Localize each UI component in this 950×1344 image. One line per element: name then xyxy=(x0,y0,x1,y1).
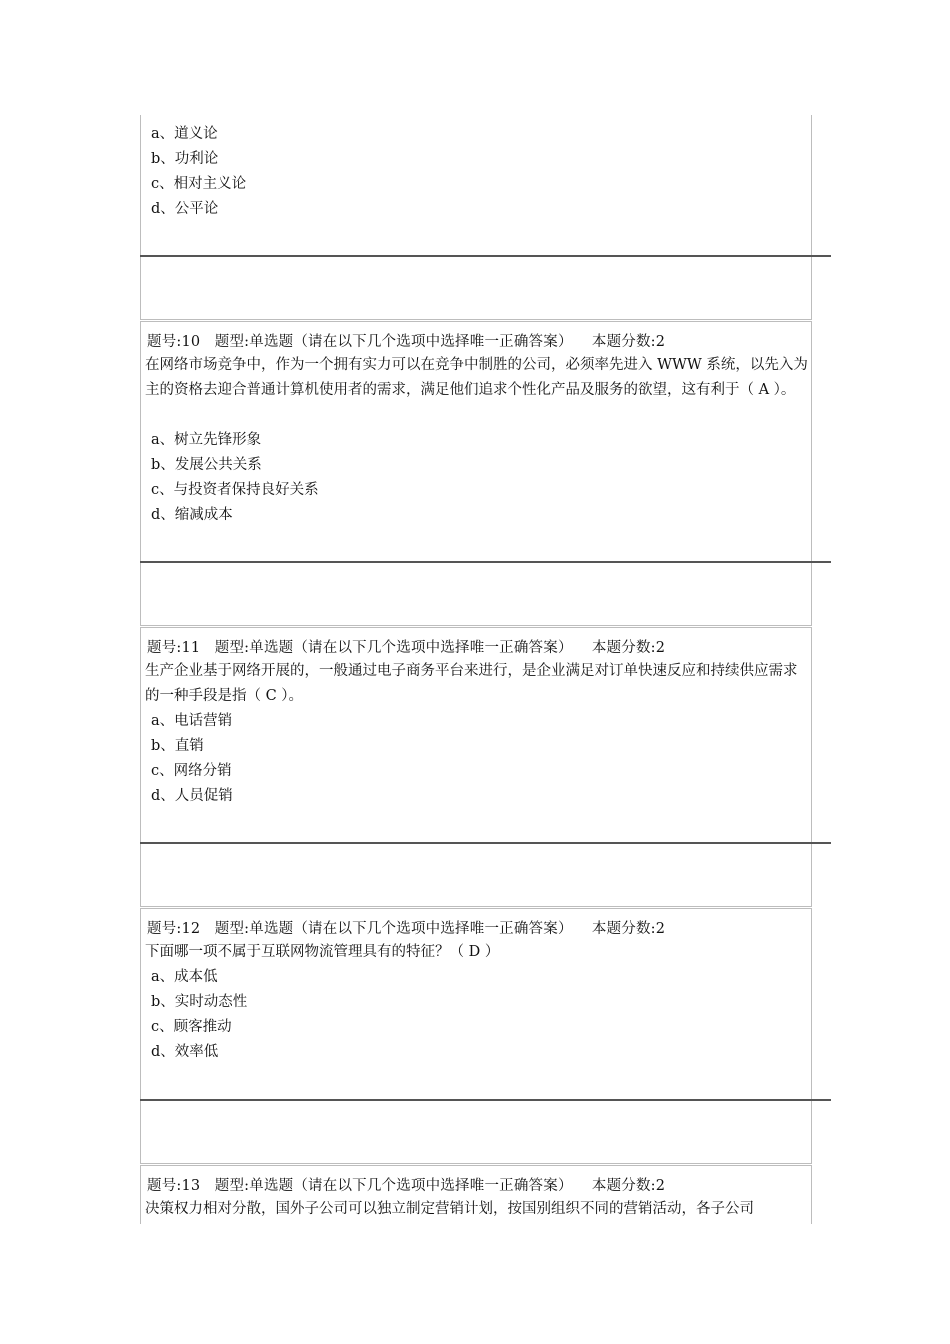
option-d: d、效率低 xyxy=(151,1044,219,1060)
question-12-block xyxy=(140,908,812,1100)
spacer-box xyxy=(140,563,812,626)
option-c: c、顾客推动 xyxy=(151,1019,232,1035)
option-b: b、发展公共关系 xyxy=(151,457,262,473)
question-header: 题号:11 题型:单选题（请在以下几个选项中选择唯一正确答案） 本题分数:2 xyxy=(147,640,666,656)
option-a: a、道义论 xyxy=(151,126,218,142)
option-d: d、人员促销 xyxy=(151,788,233,804)
question-10-block xyxy=(140,321,812,562)
option-d: d、缩减成本 xyxy=(151,507,233,523)
spacer-box xyxy=(140,844,812,907)
question-11-block xyxy=(140,627,812,843)
question-stem: 下面哪一项不属于互联网物流管理具有的特征？（ D ） xyxy=(145,944,500,960)
question-stem: 在网络市场竞争中，作为一个拥有实力可以在竞争中制胜的公司，必须率先进入 WWW 系统，以先入为主的资格去迎合普通计算机使用者的需求，满足他们追求个性化产品及服务的欲望，这有利于（ A ）。 xyxy=(145,357,808,398)
option-b: b、功利论 xyxy=(151,151,219,167)
spacer-box xyxy=(140,1101,812,1164)
option-c: c、与投资者保持良好关系 xyxy=(151,482,319,498)
question-header: 题号:12 题型:单选题（请在以下几个选项中选择唯一正确答案） 本题分数:2 xyxy=(147,921,666,937)
spacer-box xyxy=(140,257,812,320)
question-stem: 生产企业基于网络开展的，一般通过电子商务平台来进行，是企业满足对订单快速反应和持续供应需求的一种手段是指（ C ）。 xyxy=(145,663,798,704)
option-a: a、树立先锋形象 xyxy=(151,432,262,448)
question-header: 题号:10 题型:单选题（请在以下几个选项中选择唯一正确答案） 本题分数:2 xyxy=(147,334,666,350)
option-a: a、成本低 xyxy=(151,969,218,985)
option-d: d、公平论 xyxy=(151,201,219,217)
option-b: b、直销 xyxy=(151,738,204,754)
question-stem: 决策权力相对分散，国外子公司可以独立制定营销计划，按国别组织不同的营销活动，各子公司 xyxy=(145,1201,754,1217)
question-header: 题号:13 题型:单选题（请在以下几个选项中选择唯一正确答案） 本题分数:2 xyxy=(147,1178,666,1194)
option-c: c、网络分销 xyxy=(151,763,232,779)
option-a: a、电话营销 xyxy=(151,713,233,729)
option-b: b、实时动态性 xyxy=(151,994,248,1010)
question-13-block xyxy=(140,1165,812,1224)
option-c: c、相对主义论 xyxy=(151,176,247,192)
question-9-block xyxy=(140,115,812,255)
